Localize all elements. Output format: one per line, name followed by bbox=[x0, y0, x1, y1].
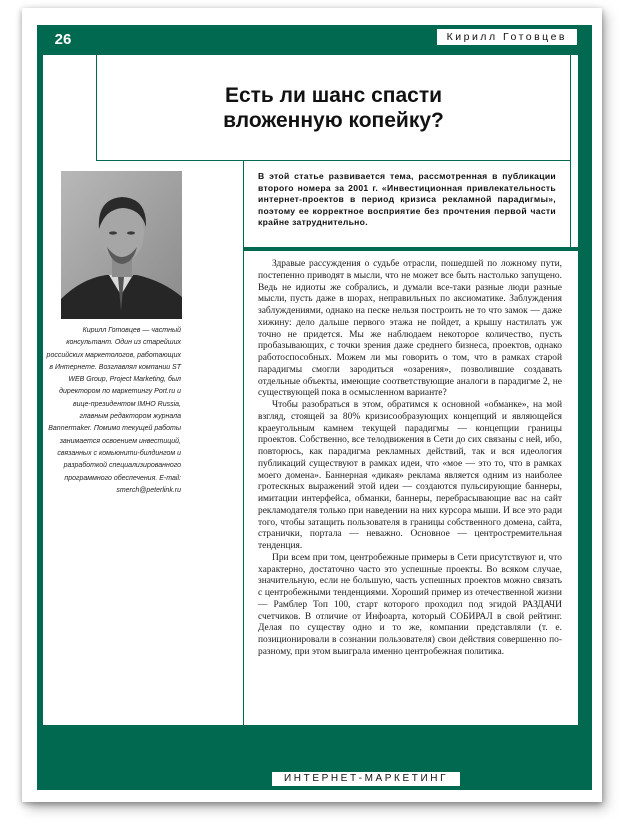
body-paragraph: Здравые рассуждения о судьбе отрасли, пошедшей по ложному пути, постепенно приводят в мысли, что не может все быть настолько запущено. Ведь не идиоты же собрались, и думали все-таки разные люди разные мысли, пусть даже в шорах, неправильных по аксиоматике. Заблуждения заблуждениями, однако на песке нельзя построить не то что замок — даже хижину: дело дальше первого этажа не пойдет, а крышу настилать уж точно не придется. Мы же наблюдаем некоторое количество, пусть пробазывающих, с точки зрения даже среднего бизнеса, проектов, однако работоспособных. Можем ли мы говорить о том, что в рамках старой парадигмы смогли зародиться «озарения», позволившие создавать отдельные объекты, имеющие соответствующие аналоги в парадигме 2, не существующей пока в осмысленном варианте? bbox=[258, 259, 562, 399]
article-body bbox=[243, 251, 578, 725]
article-frame bbox=[37, 55, 592, 790]
lead-paragraph: В этой статье развивается тема, рассмотренная в публикации второго номера за 2001 г. «Инвестиционная привлекательность интернет-проектов в период кризиса рекламной парадигмы», поэтому ее корректное восприятие без прочтения первой части крайне затруднительно. bbox=[258, 171, 556, 227]
sidebar bbox=[43, 161, 243, 725]
page-number: 26 bbox=[37, 25, 89, 55]
header-author: Кирилл Готовцев bbox=[437, 29, 577, 45]
section-label: ИНТЕРНЕТ-МАРКЕТИНГ bbox=[272, 772, 460, 786]
body-text bbox=[258, 259, 562, 659]
magazine-page bbox=[22, 8, 602, 802]
article-area bbox=[43, 55, 578, 725]
author-bio: Кирилл Готовцев — частный консультант. Один из старейших российских маркетологов, работающих в Интернете. Возглавлял компании ST WEB Group, Project Marketing, был директором по маркетингу Port.ru и вице-президентом IMHO Russia, главным редактором журнала Bannermaker. Помимо текущей работы занимается освоением инвестиций, связанных с комьюнити-билдингом и разработкой специализированного программного обеспечения. E-mail: smerch@peterlink.ru bbox=[46, 327, 181, 494]
header-bar bbox=[37, 25, 592, 55]
lead-box bbox=[243, 161, 571, 247]
article-title bbox=[97, 83, 570, 133]
author-photo bbox=[61, 171, 182, 319]
title-box bbox=[96, 55, 571, 161]
body-paragraph: Чтобы разобраться в этом, обратимся к основной «обманке», на мой взгляд, стоящей за 80% кризисообразующих концепций и являющейся краеугольным камнем текущей парадигмы — концепции границы проектов. Собственно, все телодвижения в Сети до сих связаны с ней, ибо, повторюсь, как парадигма рекламных действий, так и вся идеология публикаций существуют в рамках идеи, что «мое — это то, что в рамках моего домена». Баннерная «дикая» реклама является одним из наиболее гротескных выражений этой идеи — создаются пульсирующие баннеры, имитации интерфейса, обманки, баннеры, перебрасывающие вас на сайт рекламодателя только при наведении на них курсора мыши. И все это ради того, чтобы затащить пользователя в границы собственного домена, сайта, странички, портала — неважно. Основное — центростремительная тенденция. bbox=[258, 400, 562, 551]
body-paragraph: При всем при том, центробежные примеры в Сети присутствуют и, что характерно, достаточно часто это успешные проекты. Во всяком случае, значительную, если не большую, часть успешных проектов можно связать с центробежными тенденциями. Хороший пример из отечественной жизни — Рамблер Топ 100, старт которого проходил под эгидой РАЗДАЧИ счетчиков. В отличие от Инфоарта, который СОБИРАЛ в свой рейтинг. Делая по существу одно и то же, компании представляли (т. е. позиционировали в сознании пользователя) свои действия совершенно по-разному, при этом выиграла именно центробежная политика. bbox=[258, 552, 562, 657]
header-strip bbox=[89, 25, 592, 55]
title-line-1: Есть ли шанс спасти bbox=[224, 84, 443, 107]
title-line-2: вложенную копейку? bbox=[223, 109, 444, 132]
